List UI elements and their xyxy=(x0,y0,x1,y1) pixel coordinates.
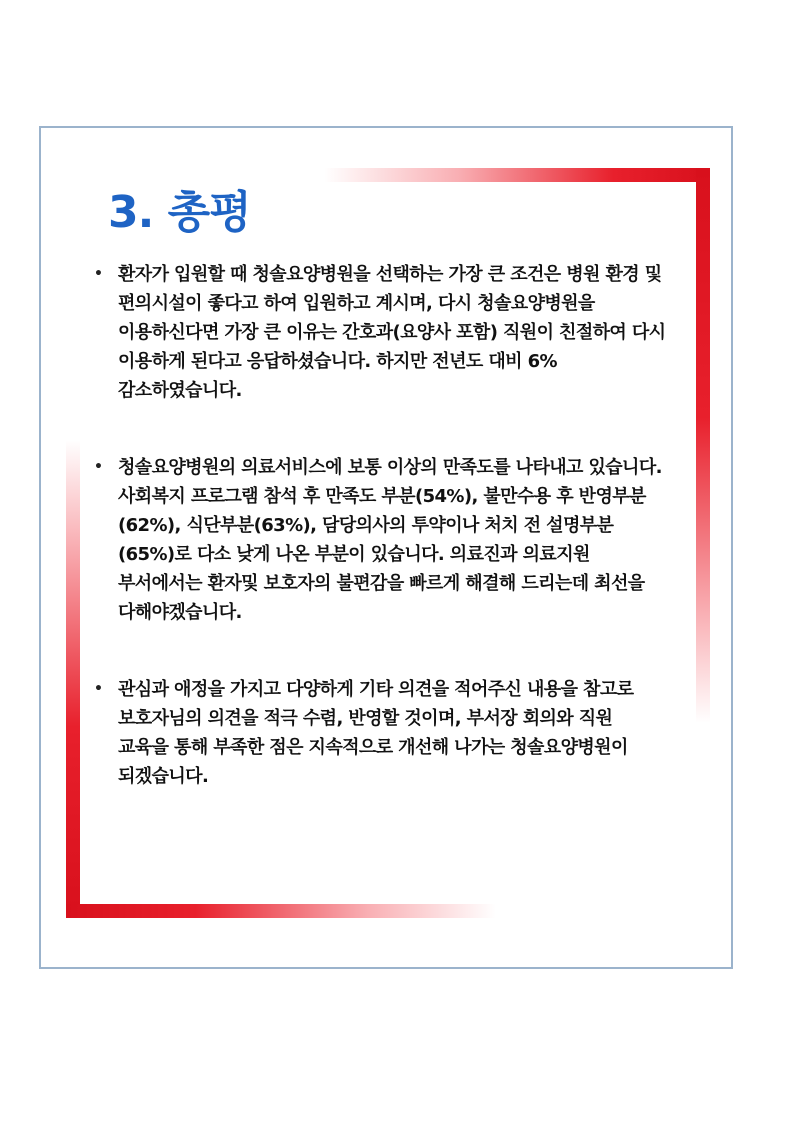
list-item xyxy=(88,260,668,405)
bullet-text: 환자가 입원할 때 청솔요양병원을 선택하는 가장 큰 조건은 병원 환경 및 편의시설이 좋다고 하여 입원하고 계시며, 다시 청솔요양병원을 이용하신다면 가장 큰 이유는 간호과(요양사 포함) 직원이 친절하여 다시 이용하게 된다고 응답하셨습니다. 하지만 전년도 대비 6% 감소하였습니다. xyxy=(118,264,666,401)
summary-list xyxy=(88,260,668,791)
decorative-frame-bottom xyxy=(66,904,496,918)
decorative-frame-top xyxy=(324,168,710,182)
list-item xyxy=(88,453,668,627)
bullet-icon: • xyxy=(94,266,103,282)
bullet-icon: • xyxy=(94,681,103,697)
decorative-frame-right xyxy=(696,168,710,723)
list-item xyxy=(88,675,668,791)
page-title: 3. 총평 xyxy=(108,187,251,238)
bullet-text: 관심과 애정을 가지고 다양하게 기타 의견을 적어주신 내용을 참고로 보호자님의 의견을 적극 수렴, 반영할 것이며, 부서장 회의와 직원 교육을 통해 부족한 점은 지속적으로 개선해 나가는 청솔요양병원이 되겠습니다. xyxy=(118,679,634,787)
decorative-frame-left xyxy=(66,440,80,918)
bullet-text: 청솔요양병원의 의료서비스에 보통 이상의 만족도를 나타내고 있습니다. 사회복지 프로그램 참석 후 만족도 부분(54%), 불만수용 후 반영부분(62%), 식단부분(63%), 담당의사의 투약이나 처치 전 설명부분(65%)로 다소 낮게 나온 부분이 있습니다. 의료진과 의료지원 부서에서는 환자및 보호자의 불편감을 빠르게 해결해 드리는데 최선을 다해야겠습니다. xyxy=(118,457,662,623)
bullet-icon: • xyxy=(94,459,103,475)
